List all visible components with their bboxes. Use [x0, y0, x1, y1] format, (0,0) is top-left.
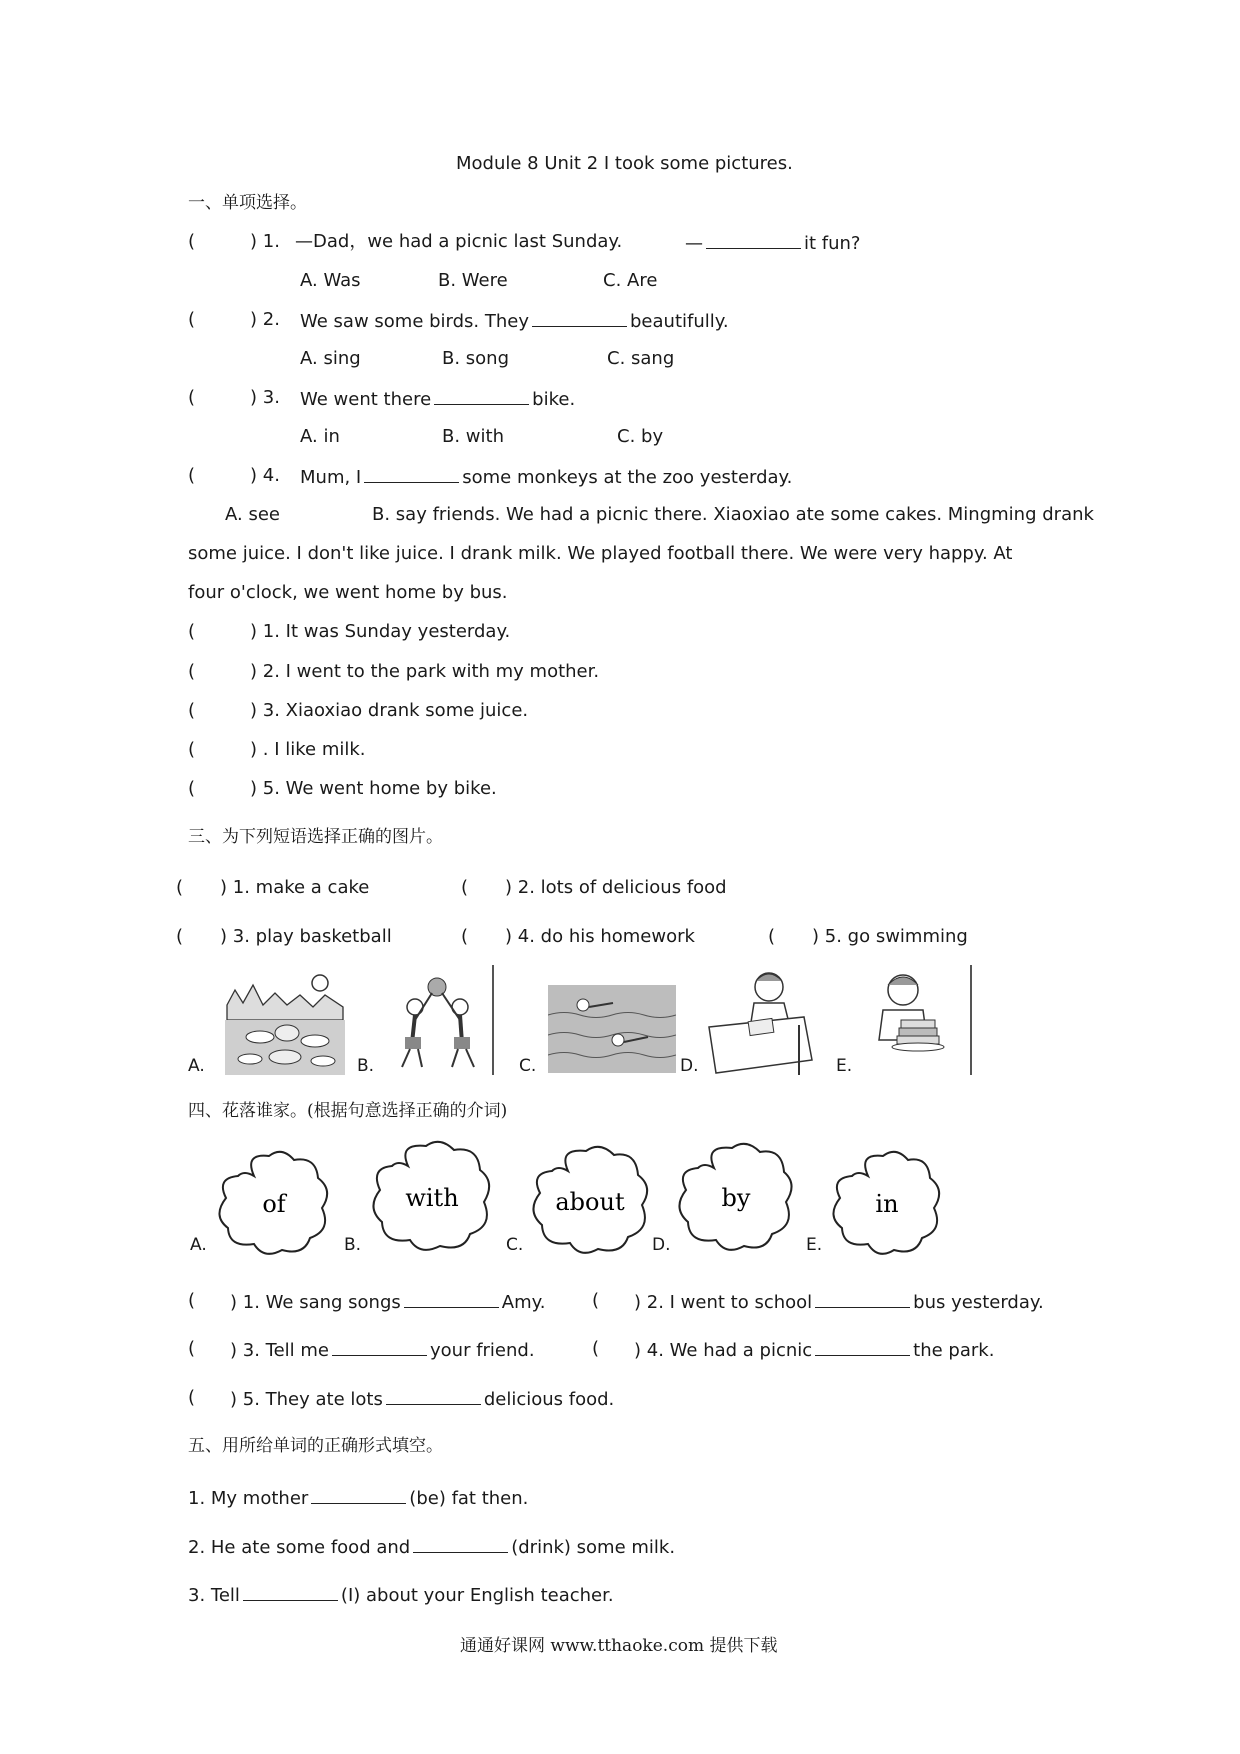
s4-paren-1: (: [188, 1290, 196, 1311]
s4-q3-post: your friend.: [430, 1340, 535, 1361]
q2-number: ) 2.: [250, 309, 280, 330]
s5-q2-blank[interactable]: [413, 1535, 508, 1553]
s4-q2-num: ) 2.: [634, 1292, 664, 1313]
picture-letter-c: C.: [519, 1056, 537, 1076]
flower-by: [674, 1140, 798, 1256]
homework-picture: [704, 965, 816, 1075]
flower-in-label: in: [875, 1190, 899, 1218]
q1-number: ) 1.: [250, 231, 280, 252]
q3-pre: We went there: [300, 389, 432, 410]
q4-post: some monkeys at the zoo yesterday.: [462, 467, 793, 488]
q3-option-b: B. with: [442, 426, 504, 447]
tf-paren-4: (: [188, 739, 196, 760]
s4-paren-3: (: [188, 1338, 196, 1359]
s4-q5[interactable]: [230, 1387, 614, 1411]
s3-paren-5: (: [768, 926, 776, 947]
swimming-picture: [548, 985, 676, 1073]
s3-paren-3: (: [176, 926, 184, 947]
tf-paren-3: (: [188, 700, 196, 721]
s3-item-2: ) 2. lots of delicious food: [505, 877, 727, 898]
q2-paren: (: [188, 309, 196, 330]
passage-line-3: four o'clock, we went home by bus.: [188, 582, 508, 603]
q1-option-c: C. Are: [603, 270, 658, 291]
q2-post: beautifully.: [630, 311, 729, 332]
s5-q2-post: (drink) some milk.: [511, 1537, 676, 1558]
q1-option-b: B. Were: [438, 270, 508, 291]
q4-paren: (: [188, 465, 196, 486]
s3-item-1: ) 1. make a cake: [220, 877, 370, 898]
q3-post: bike.: [532, 389, 576, 410]
s4-q3-blank[interactable]: [332, 1338, 427, 1356]
q3-text[interactable]: [300, 387, 575, 411]
q1-reply-dash: —: [685, 233, 703, 254]
q2-option-b: B. song: [442, 348, 510, 369]
picture-letter-d: D.: [680, 1056, 699, 1076]
passage-line-2: some juice. I don't like juice. I drank milk. We played football there. We were very happy. At: [188, 543, 1013, 564]
q2-text[interactable]: [300, 309, 729, 333]
q2-pre: We saw some birds. They: [300, 311, 529, 332]
q2-option-c: C. sang: [607, 348, 675, 369]
q2-blank[interactable]: [532, 309, 627, 327]
tf-item-3: ) 3. Xiaoxiao drank some juice.: [250, 700, 529, 721]
picture-letter-e: E.: [836, 1056, 853, 1076]
section4-heading: 四、花落谁家。(根据句意选择正确的介词): [188, 1101, 508, 1121]
s4-paren-5: (: [188, 1387, 196, 1408]
s3-paren-1: (: [176, 877, 184, 898]
q1-reply-end: it fun?: [804, 233, 861, 254]
s4-q5-blank[interactable]: [386, 1387, 481, 1405]
q1-option-a: A. Was: [300, 270, 361, 291]
s4-q2[interactable]: [634, 1290, 1044, 1314]
picnic-food-picture: [225, 965, 345, 1075]
s4-q5-num: ) 5.: [230, 1389, 260, 1410]
footer-text: 通通好课网 www.tthaoke.com 提供下载: [460, 1636, 778, 1656]
s5-q1[interactable]: [188, 1486, 528, 1510]
q3-blank[interactable]: [434, 387, 529, 405]
section3-heading: 三、为下列短语选择正确的图片。: [188, 827, 443, 847]
s4-q1-pre: We sang songs: [265, 1292, 401, 1313]
s5-q3-post: (I) about your English teacher.: [340, 1585, 614, 1606]
tf-paren-2: (: [188, 661, 196, 682]
picture-letter-b: B.: [357, 1056, 375, 1076]
s5-q2[interactable]: [188, 1535, 675, 1559]
tf-item-4: ) . I like milk.: [250, 739, 366, 760]
s3-paren-4: (: [461, 926, 469, 947]
s4-q1[interactable]: [230, 1290, 545, 1314]
s3-paren-2: (: [461, 877, 469, 898]
s4-q4-num: ) 4.: [634, 1340, 664, 1361]
flower-in: [828, 1148, 946, 1258]
s4-q2-blank[interactable]: [815, 1290, 910, 1308]
s5-q2-pre: 2. He ate some food and: [188, 1537, 411, 1558]
flower-of: [214, 1148, 334, 1258]
tf-paren-1: (: [188, 621, 196, 642]
flower-letter-b: B.: [344, 1235, 362, 1255]
s4-q4-pre: We had a picnic: [669, 1340, 813, 1361]
s4-q4-blank[interactable]: [815, 1338, 910, 1356]
cake-picture: [861, 965, 973, 1075]
s5-q1-blank[interactable]: [311, 1486, 406, 1504]
passage-line-1: B. say friends. We had a picnic there. Xiaoxiao ate some cakes. Mingming drank: [372, 504, 1094, 525]
s4-q5-post: delicious food.: [483, 1389, 615, 1410]
q4-pre: Mum, I: [300, 467, 362, 488]
s5-q3-blank[interactable]: [243, 1583, 338, 1601]
s4-q1-post: Amy.: [501, 1292, 546, 1313]
s4-q4[interactable]: [634, 1338, 994, 1362]
s4-q2-pre: I went to school: [669, 1292, 813, 1313]
s4-paren-4: (: [592, 1338, 600, 1359]
picture-letter-a: A.: [188, 1056, 205, 1076]
s5-q3[interactable]: [188, 1583, 614, 1607]
s4-q3-num: ) 3.: [230, 1340, 260, 1361]
q3-option-c: C. by: [617, 426, 664, 447]
tf-item-5: ) 5. We went home by bike.: [250, 778, 497, 799]
section1-heading: 一、单项选择。: [188, 193, 307, 213]
q2-option-a: A. sing: [300, 348, 361, 369]
q3-paren: (: [188, 387, 196, 408]
tf-item-2: ) 2. I went to the park with my mother.: [250, 661, 600, 682]
s4-q4-post: the park.: [913, 1340, 995, 1361]
q4-blank[interactable]: [364, 465, 459, 483]
s3-item-4: ) 4. do his homework: [505, 926, 695, 947]
basketball-picture: [380, 965, 495, 1075]
q1-blank[interactable]: [706, 231, 801, 249]
q3-option-a: A. in: [300, 426, 340, 447]
s5-q1-pre: 1. My mother: [188, 1488, 309, 1509]
s4-paren-2: (: [592, 1290, 600, 1311]
s4-q5-pre: They ate lots: [265, 1389, 383, 1410]
flower-with: [368, 1138, 496, 1256]
s4-q2-post: bus yesterday.: [913, 1292, 1044, 1313]
q3-number: ) 3.: [250, 387, 280, 408]
q1-text: —Dad，we had a picnic last Sunday.: [295, 231, 623, 252]
q4-text[interactable]: [300, 465, 792, 489]
s4-q3[interactable]: [230, 1338, 535, 1362]
flower-letter-e: E.: [806, 1235, 823, 1255]
flower-letter-d: D.: [652, 1235, 671, 1255]
flower-about-label: about: [555, 1188, 625, 1216]
flower-of-label: of: [262, 1190, 286, 1218]
q4-number: ) 4.: [250, 465, 280, 486]
flower-letter-a: A.: [190, 1235, 207, 1255]
section5-heading: 五、用所给单词的正确形式填空。: [188, 1436, 443, 1456]
tf-paren-5: (: [188, 778, 196, 799]
flower-letter-c: C.: [506, 1235, 524, 1255]
tf-item-1: ) 1. It was Sunday yesterday.: [250, 621, 511, 642]
q1-reply[interactable]: [685, 231, 861, 255]
flower-with-label: with: [405, 1184, 459, 1212]
flower-about: [528, 1143, 654, 1257]
q1-paren: (: [188, 231, 196, 252]
s4-q1-num: ) 1.: [230, 1292, 260, 1313]
page-title: Module 8 Unit 2 I took some pictures.: [456, 153, 793, 174]
s4-q1-blank[interactable]: [404, 1290, 499, 1308]
s3-item-3: ) 3. play basketball: [220, 926, 392, 947]
flower-by-label: by: [721, 1184, 751, 1212]
s5-q3-pre: 3. Tell: [188, 1585, 240, 1606]
q4-option-a: A. see: [225, 504, 280, 525]
s3-item-5: ) 5. go swimming: [812, 926, 968, 947]
s5-q1-post: (be) fat then.: [409, 1488, 529, 1509]
s4-q3-pre: Tell me: [265, 1340, 329, 1361]
